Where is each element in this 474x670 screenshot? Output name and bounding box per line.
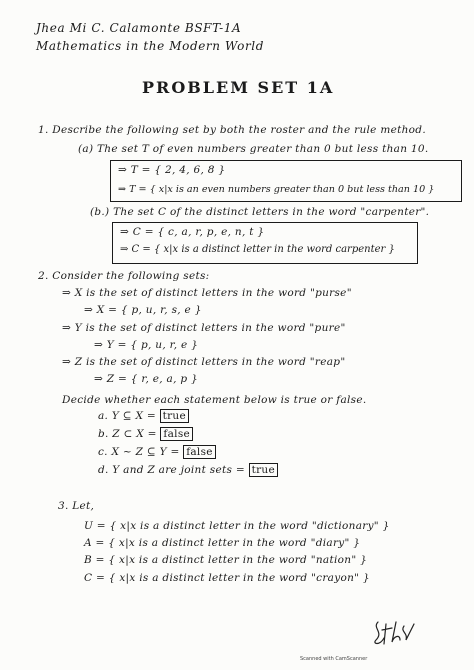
q3-set-u: U = { x|x is a distinct letter in the word "dictionary" } bbox=[84, 520, 390, 532]
q1-prompt: 1. Describe the following set by both the roster and the rule method. bbox=[38, 124, 426, 136]
q2-decide-instruction: Decide whether each statement below is true or false. bbox=[62, 394, 367, 406]
q2-x-set: ⇒ X = { p, u, r, s, e } bbox=[84, 304, 202, 316]
q1b-label: (b.) The set C of the distinct letters in the word "carpenter". bbox=[90, 206, 430, 218]
q1b-rule: ⇒ C = { x|x is a distinct letter in the word carpenter } bbox=[120, 244, 395, 255]
q2-y-definition: ⇒ Y is the set of distinct letters in the word "pure" bbox=[62, 322, 346, 334]
q2-z-definition: ⇒ Z is the set of distinct letters in the word "reap" bbox=[62, 356, 346, 368]
q3-set-a: A = { x|x is a distinct letter in the word "diary" } bbox=[84, 537, 361, 549]
q1a-label: (a) The set T of even numbers greater than 0 but less than 10. bbox=[78, 143, 429, 155]
q1a-roster: ⇒ T = { 2, 4, 6, 8 } bbox=[118, 164, 226, 176]
q1a-rule: ⇒ T = { x|x is an even numbers greater than 0 but less than 10 } bbox=[118, 184, 435, 195]
q2-statement-d bbox=[98, 464, 278, 476]
q2-statement-b bbox=[98, 428, 193, 440]
q1b-roster: ⇒ C = { c, a, r, p, e, n, t } bbox=[120, 226, 265, 238]
q2-statement-a bbox=[98, 410, 189, 422]
signature-mark bbox=[370, 618, 430, 648]
q3-set-b: B = { x|x is a distinct letter in the word "nation" } bbox=[84, 554, 368, 566]
answer-box-true: true bbox=[249, 463, 278, 477]
course-line: Mathematics in the Modern World bbox=[36, 39, 265, 53]
statement-text: d. Y and Z are joint sets = bbox=[98, 464, 249, 476]
student-name-line: Jhea Mi C. Calamonte BSFT-1A bbox=[36, 21, 242, 35]
scanner-watermark: Scanned with CamScanner bbox=[300, 656, 368, 662]
page-title: PROBLEM SET 1A bbox=[142, 78, 335, 97]
q2-y-set: ⇒ Y = { p, u, r, e } bbox=[94, 339, 199, 351]
statement-text: b. Z ⊂ X = bbox=[98, 428, 161, 440]
q3-set-c: C = { x|x is a distinct letter in the word "crayon" } bbox=[84, 572, 370, 584]
q2-z-set: ⇒ Z = { r, e, a, p } bbox=[94, 373, 199, 385]
statement-text: c. X ~ Z ⊆ Y = bbox=[98, 446, 184, 458]
q3-prompt: 3. Let, bbox=[58, 500, 95, 512]
statement-text: a. Y ⊆ X = bbox=[98, 410, 160, 422]
answer-box-false: false bbox=[160, 427, 193, 441]
answer-box-true: true bbox=[160, 409, 189, 423]
q2-x-definition: ⇒ X is the set of distinct letters in the word "purse" bbox=[62, 287, 352, 299]
answer-box-false: false bbox=[183, 445, 216, 459]
q2-prompt: 2. Consider the following sets: bbox=[38, 270, 210, 282]
q2-statement-c bbox=[98, 446, 216, 458]
